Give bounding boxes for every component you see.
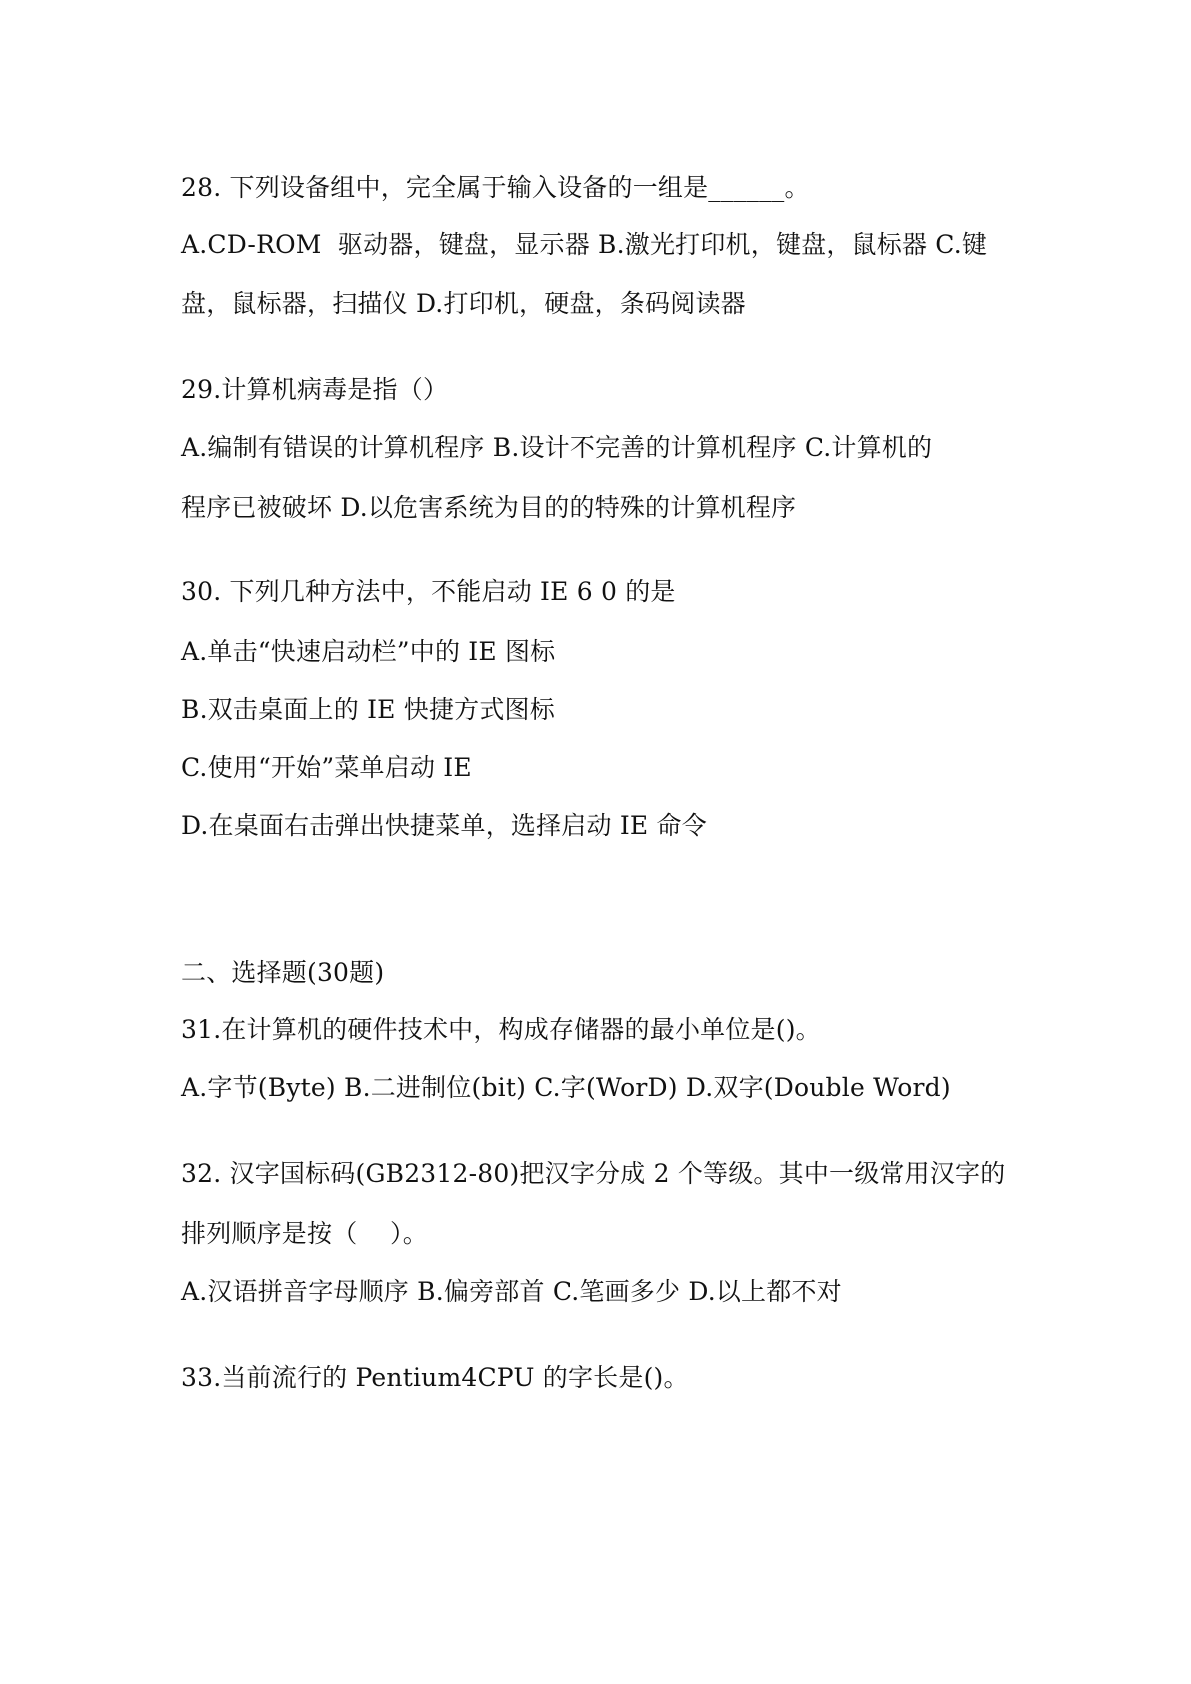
- question-28-title: 28. 下列设备组中，完全属于输入设备的一组是______。: [181, 173, 810, 202]
- question-28-options-line-1: A.CD-ROM 驱动器，键盘，显示器 B.激光打印机，键盘，鼠标器 C.键: [181, 230, 988, 259]
- question-32-title-continued: 排列顺序是按（ ）。: [181, 1219, 428, 1248]
- question-29-options-line-1: A.编制有错误的计算机程序 B.设计不完善的计算机程序 C.计算机的: [181, 433, 933, 462]
- question-32-title: 32. 汉字国标码(GB2312-80)把汉字分成 2 个等级。其中一级常用汉字的: [181, 1159, 1006, 1188]
- question-29-title: 29.计算机病毒是指（）: [181, 375, 449, 404]
- question-30-title: 30. 下列几种方法中，不能启动 IE 6 0 的是: [181, 577, 676, 606]
- section-heading: 二、选择题(30题): [181, 958, 385, 987]
- question-28-options-line-2: 盘，鼠标器，扫描仪 D.打印机，硬盘，条码阅读器: [181, 289, 746, 318]
- question-30-option-b: B.双击桌面上的 IE 快捷方式图标: [181, 695, 555, 724]
- question-30-option-c: C.使用“开始”菜单启动 IE: [181, 753, 472, 782]
- question-32-options: A.汉语拼音字母顺序 B.偏旁部首 C.笔画多少 D.以上都不对: [181, 1277, 842, 1306]
- question-31-title: 31.在计算机的硬件技术中，构成存储器的最小单位是()。: [181, 1015, 821, 1044]
- question-30-option-a: A.单击“快速启动栏”中的 IE 图标: [181, 637, 556, 666]
- question-30-option-d: D.在桌面右击弹出快捷菜单，选择启动 IE 命令: [181, 811, 707, 840]
- question-31-options: A.字节(Byte) B.二进制位(bit) C.字(WorD) D.双字(Double Word): [181, 1073, 951, 1102]
- question-33-title: 33.当前流行的 Pentium4CPU 的字长是()。: [181, 1363, 689, 1392]
- question-29-options-line-2: 程序已被破坏 D.以危害系统为目的的特殊的计算机程序: [181, 493, 797, 522]
